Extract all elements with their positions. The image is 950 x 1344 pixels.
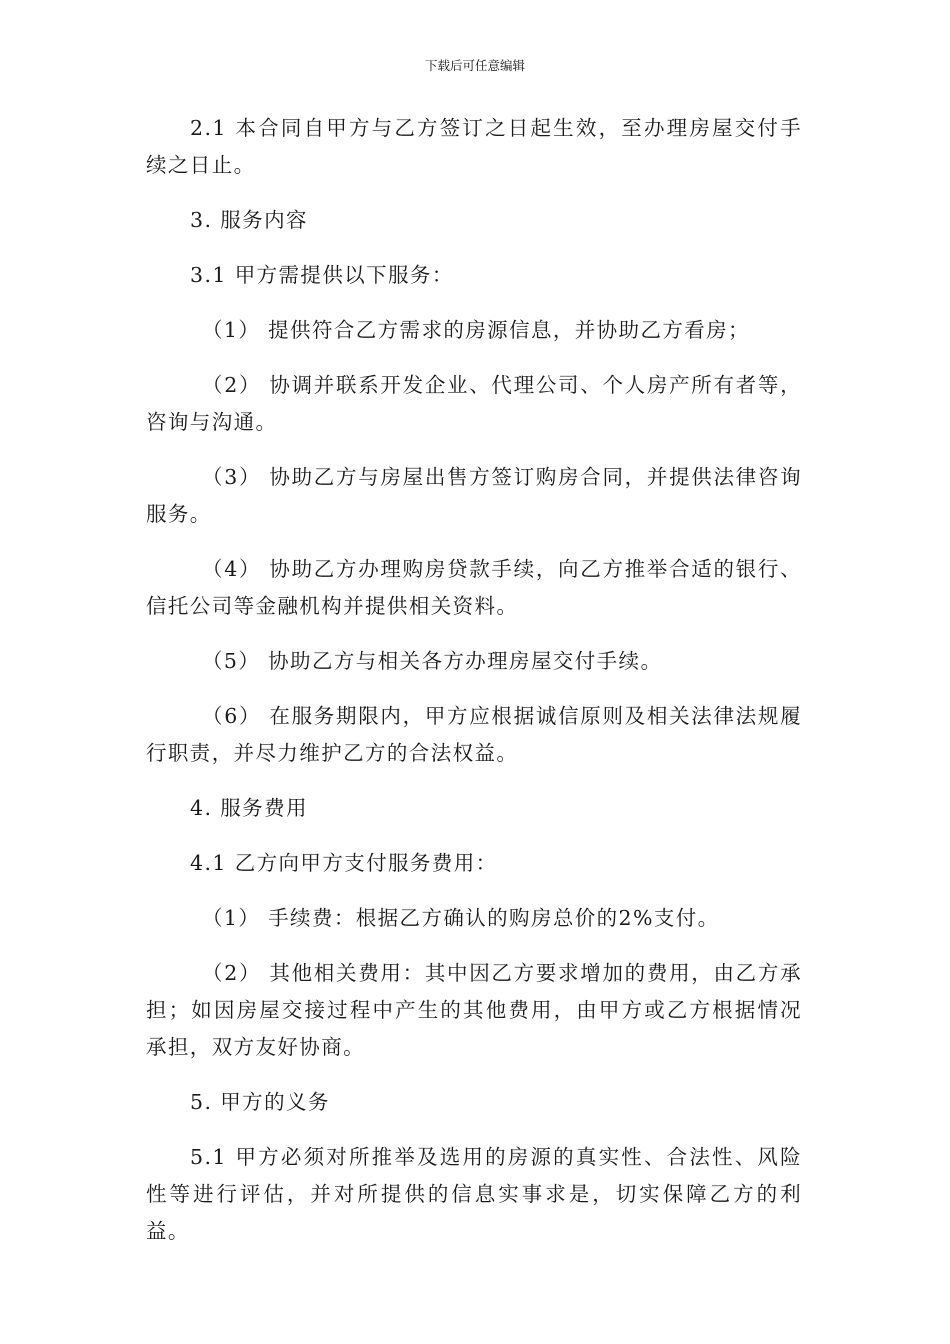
paragraph-4-1: 4.1 乙方向甲方支付服务费用： bbox=[190, 851, 498, 875]
section-heading-5: 5. 甲方的义务 bbox=[190, 1090, 330, 1114]
document-body bbox=[146, 110, 802, 1268]
list-item-3-1-6: （6） 在服务期限内，甲方应根据诚信原则及相关法律法规履行职责，并尽力维护乙方的合法权益。 bbox=[146, 704, 802, 765]
list-item-3-1-5: （5） 协助乙方与相关各方办理房屋交付手续。 bbox=[202, 649, 663, 673]
list-item-3-1-4: （4） 协助乙方办理购房贷款手续，向乙方推举合适的银行、信托公司等金融机构并提供相关资料。 bbox=[146, 557, 802, 618]
page-header: 下载后可任意编辑 bbox=[424, 58, 525, 73]
list-item-3-1-2: （2） 协调并联系开发企业、代理公司、个人房产所有者等，咨询与沟通。 bbox=[146, 373, 802, 434]
list-item-3-1-3: （3） 协助乙方与房屋出售方签订购房合同，并提供法律咨询服务。 bbox=[146, 465, 802, 526]
list-item-3-1-1: （1） 提供符合乙方需求的房源信息，并协助乙方看房； bbox=[202, 318, 750, 342]
paragraph-5-1: 5.1 甲方必须对所推举及选用的房源的真实性、合法性、风险性等进行评估，并对所提供的信息实事求是，切实保障乙方的利益。 bbox=[146, 1145, 802, 1243]
section-heading-3: 3. 服务内容 bbox=[190, 208, 308, 232]
paragraph-3-1: 3.1 甲方需提供以下服务： bbox=[190, 263, 454, 287]
section-heading-4: 4. 服务费用 bbox=[190, 796, 308, 820]
list-item-4-1-1: （1） 手续费：根据乙方确认的购房总价的2%支付。 bbox=[202, 906, 720, 930]
list-item-4-1-2: （2） 其他相关费用：其中因乙方要求增加的费用，由乙方承担；如因房屋交接过程中产生的其他费用，由甲方或乙方根据情况承担，双方友好协商。 bbox=[146, 961, 802, 1059]
paragraph-2-1: 2.1 本合同自甲方与乙方签订之日起生效，至办理房屋交付手续之日止。 bbox=[146, 116, 802, 177]
